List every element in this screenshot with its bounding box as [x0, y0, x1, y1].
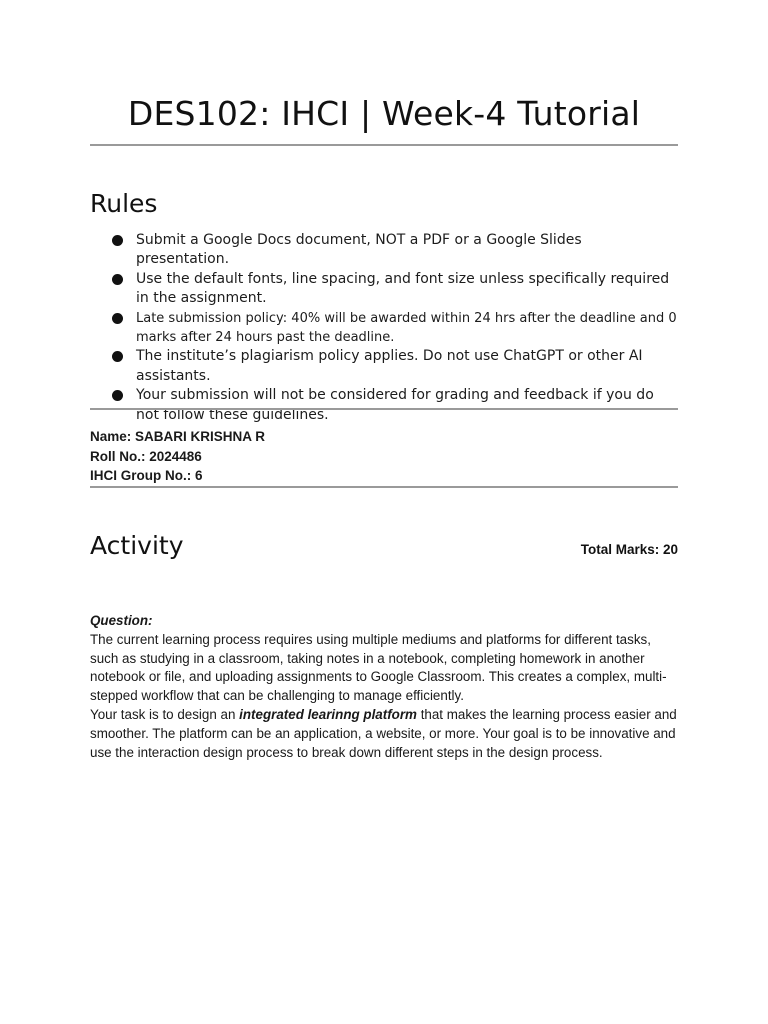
question-block	[90, 612, 678, 762]
info-divider	[90, 486, 678, 488]
bullet-icon	[112, 235, 123, 246]
title-divider	[90, 144, 678, 146]
rule-text: The institute’s plagiarism policy applies. Do not use ChatGPT or other AI assistants.	[136, 348, 643, 384]
student-roll: Roll No.: 2024486	[90, 448, 202, 464]
rule-item	[112, 270, 678, 309]
rule-text: Submit a Google Docs document, NOT a PDF or a Google Slides presentation.	[136, 232, 582, 268]
rule-item	[112, 231, 678, 270]
question-label: Question:	[90, 613, 153, 628]
rules-list	[112, 231, 678, 425]
student-info	[90, 427, 265, 486]
bullet-icon	[112, 351, 123, 362]
rule-item	[112, 347, 678, 386]
question-paragraph-2	[90, 706, 678, 762]
rules-heading: Rules	[90, 189, 158, 218]
bullet-icon	[112, 274, 123, 285]
bullet-icon	[112, 313, 123, 324]
bullet-icon	[112, 390, 123, 401]
question-paragraph-1: The current learning process requires using multiple mediums and platforms for different tasks, such as studying in a classroom, taking notes in a notebook, completing homework in another notebook or file, and uploading assignments to Google Classroom. This creates a complex, multi-stepped workflow that can be challenging to manage efficiently.	[90, 631, 667, 704]
activity-heading: Activity	[90, 531, 184, 560]
rule-item	[112, 309, 678, 348]
platform-emphasis: integrated learinng platform	[239, 706, 417, 722]
rule-text: Use the default fonts, line spacing, and font size unless specifically required in the assignment.	[136, 270, 670, 307]
rule-text: Late submission policy: 40% will be awarded within 24 hrs after the deadline and 0 marks after 24 hours past the deadline.	[136, 310, 677, 346]
paragraph-2-rest: that makes the learning process easier and smoother. The platform can be an application, a website, or more. Your goal is to be innovative and use the interaction design process to break down different steps in the design process.	[90, 706, 677, 760]
paragraph-2-lead: Your task is to design an	[90, 706, 240, 722]
student-group: IHCI Group No.: 6	[90, 468, 203, 484]
rule-item	[112, 386, 678, 425]
rule-text: Your submission will not be considered for grading and feedback if you do not follow these guidelines.	[136, 387, 654, 423]
page-title: DES102: IHCI | Week-4 Tutorial	[127, 94, 641, 133]
rules-divider	[90, 408, 678, 410]
student-name: Name: SABARI KRISHNA R	[90, 429, 266, 444]
total-marks: Total Marks: 20	[580, 542, 678, 557]
